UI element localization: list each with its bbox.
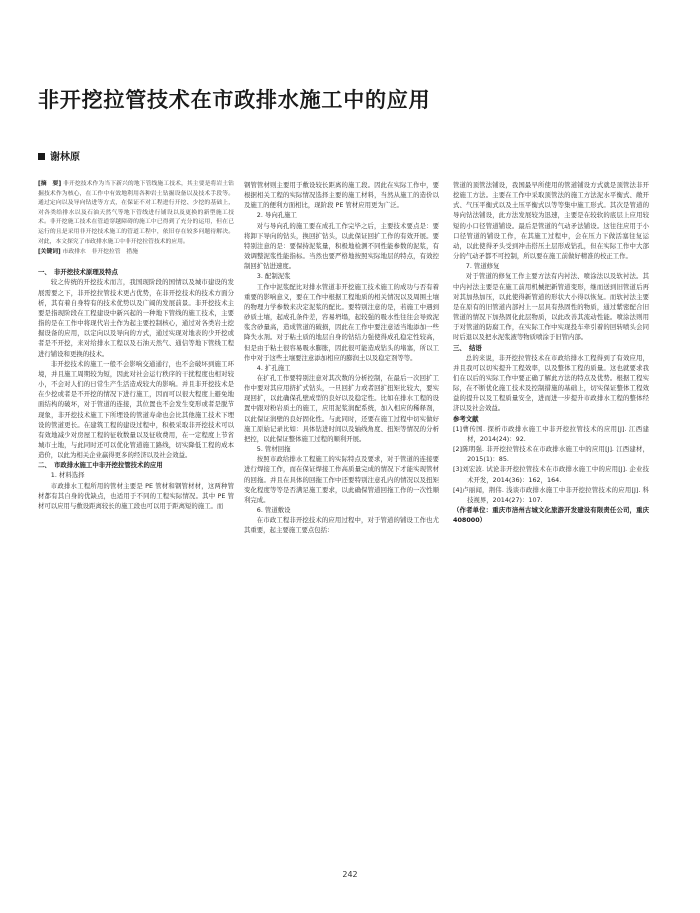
subsection-heading: 7. 管道修复 [465,262,500,271]
reference-item: [4]卢丽闻，荆伟. 浅谈市政排水施工中非开挖拉管技术的应用[J]. 科技视界，2014(27)：107. [453,485,649,504]
subsection-heading: 6. 管道敷设 [256,506,291,514]
paragraph: 较之传统的开挖技术而言，我国现阶段的国情以及城市建设的发展需要之下，非开挖拉管技术更占优势，在非开挖技术的技术方面分析，其有着自身特有的技术优势以及广阔的发展前景。非开挖技术主要是指现阶段在工程建设中新兴起的一种地下管线的施工技术，主要指的是在工作中将现代岩土作为起主要控制核心，通过对各类岩土挖掘设备的应用，以定向以及导向的方式，通过实现对地表的少开挖或者是不开挖，来对给排水工程以及石油天然气、通信等地下管线工程进行铺设和更换的技术。 [38,278,234,358]
subsection-heading: 2. 导向孔施工 [256,211,297,220]
paragraph: 对于管道的修复工作主要方法有内衬法、喷涂法以及软衬法。其中内衬法主要是在施工前用机械把新管道变形，继而送到旧管道后再对其加热加压，以此使得新管道的形状大小得以恢复。而软衬法主要是在原有的旧管道内部衬上一层具有热固性的物质，通过紫密配合旧管道的情况下加热固化此层物质，以此改善其流动性能。喷涂法则用于对管道的防腐工作，在实际工作中实现投车牵引着的回转喷头会同时后退以及把水泥浆液等物质喷涂于旧管内部。 [453,272,649,342]
keywords [38,247,234,257]
paragraph: 按照市政给排水工程施工的实际特点及要求，对于管道的连接要进行焊接工作，而在保证焊接工作高质量完成的情况下才能实现管材的回拖。并且在具体的回拖工作中还要特别注意孔内的情况以及扭矩变化程度等等是否满足施工要求，以此确保管道回拖工作的一次性顺利完成。 [244,455,439,504]
reference-item: [1]曹传国. 探析市政排水施工中非开挖拉管技术的应用[J]. 江西建材，2014(24)：92. [453,424,649,443]
square-bullet-icon [38,153,45,160]
section-heading-3: 三、 结语 [453,343,482,352]
keywords-label: [关键词] [38,249,61,256]
paragraph: 对与导向孔的施工要在成孔工作完毕之后，主要技术要点是：要将卸下导向的钻头，换回扩钻头，以此保证回扩工作的有效开展。要特别注意的是：要保持泥浆量，积极地检测不同性能参数的泥浆，有效调整泥浆性能指标。当然也要严格地按照实际地层的特点，有效控制回扩钻进速度。 [244,221,439,271]
column-3 [453,180,649,525]
paragraph: 总的来说，非开挖拉管技术在市政给排水工程得到了有效应用，并且我可以切实提升工程效率，以及整体工程的质量。这也就要求我们在以后的实际工作中要正确了解此方法的特点及优势。根据工程实际，在不断优化施工技术及控制措施的基础上，切实保证整体工程效益的提升以及工程质量安全，进而进一步提升市政排水工程的整体经济以及社会效益。 [453,353,649,413]
paragraph: 市政排水工程所用的管材主要是 PE 管材和钢管材材，这两种管材都有其自身的优缺点，也适用于不同的工程实际情况。其中 PE 管材可以应用与敷设距离较长的施工段也可以用于距离短的施工。而 [38,481,234,510]
subsection-heading: 5. 管材回拖 [256,445,291,454]
subsection-heading: 1. 材料选择 [50,471,85,480]
paragraph: 在扩孔工作要特别注意对其次数的分析控制，在最后一次回扩工作中要对其应用挤扩式钻头，一旦回扩力或者回扩扭矩比较大，要实现回扩，以此确保孔壁成型的良好以及稳定性。比如在排水工程的设置中跟对粉岩质土的施工，应用泥浆润配系统，加入相应的稀释剂，以此保证润壁的良好固化性。与此同时，还要在施工过程中切实做好施工原始记录比如：具体钻进时间以及轴线角度、扭矩等情况的分析把控，以此保证整体施工过程的顺利开展。 [244,373,439,443]
column-2 [244,180,439,535]
paragraph: 在市政工程非开挖技术的应用过程中，对于管道的铺设工作也尤其重要，起主要施工要点包括： [244,516,439,535]
author-affiliation: （作者单位：重庆市涪州古城文化旅游开发建设有限责任公司，重庆 408000） [453,506,649,525]
article-title: 非开挖拉管技术在市政排水施工中的应用 [38,88,431,112]
section-heading-1: 一、 非开挖技术原理及特点 [38,268,118,277]
reference-item: [2]陈明强. 非开挖拉管技术在市政排水施工中的应用[J]. 江西建材，2015(1)：85. [453,445,649,464]
paragraph: 钢管管材则主要用于敷设较长距离的施工段。因此在实际工作中，要根据相关工程的实际情况选择主要的施工材料，当然从施工的造价以及施工的便利方面相比，现阶段 PE 管材应用更为广泛。 [244,181,439,210]
abstract-label: [摘 要] [38,181,62,187]
author-name: 谢林原 [50,152,80,163]
paragraph: 非开挖技术的施工一般不会影响交通通行，也不会破坏到施工环境，并且施工周期较为短，因此对社会运行秩序的干扰程度也相对较小，不会对人们的日常生产生活造成较大的影响。并且非开挖技术是在少挖或者是不开挖的情况下进行施工，因而可以很大程度上避免地面结构的破坏，对于管道的连接，其位置也不会发生变形或者是脱节现象，非开挖技术施工下所埋设的管道寿命也会比其他施工技术下埋设的管道更长。在建筑工程的建设过程中，积极采取非开挖技术可以有效地减少对房屋工程的征收数量以及征收费用，在一定程度上节省城市土地，与此同时还可以优化管道施工路线，切实降低工程的成本造价，以此为相关企业赢得更多的经济以及社会效益。 [38,359,234,460]
abstract-text: 非开挖技术作为当下新兴的地下管线施工技术，其主要是将岩土钻掘技术作为核心，在工作中有效地利用各种岩土钻掘设备以及技术手段等。通过定向以及导向钻进等方式，在保证不对工程进行开挖、少挖的基础上，对各类给排水以及石油天然气等地下管线进行铺设以及更换的新型施工技术。非开挖施工技术在管道穿越障碍的施工中已得到了充分的运用，但在已运行的且是采用非开挖技术施工的管道工程中，依旧存在较多问题待解决。对此，本文探究了市政排水施工中非开挖拉管技术的应用。 [38,181,234,245]
subsection-heading: 3. 配制泥浆 [256,272,291,281]
author-line [38,148,80,163]
references-heading: 参考文献 [453,414,479,423]
section-heading-2: 二、 市政排水施工中非开挖拉管技术的应用 [38,461,163,470]
column-1 [38,180,234,511]
abstract [38,180,234,247]
reference-item: [3]刘宏波. 试论非开挖拉管技术在市政排水施工中的应用[J]. 企业技术开发，2014(36)：162，164. [453,465,649,484]
paragraph: 管道的顶管法铺设，我国最早所使用的管道铺设方式就是顶管法非开挖施工方法。主要在工作中采取顶管法的施工方法泥水平衡式、敞开式、气压平衡式以及土压平衡式以等等集中施工形式。其次是管道的导向钻法铺设，此方法发展较为迅速，主要是在较软的底层上应用较短的小口径管道铺设。最后是管道的气动矛法铺设。这往往应用于小口径管道的铺设工作，在其施工过程中，会在压力下做活塞往复运动，以此使得矛头受到冲击搭压土层形成钻孔，但在实际工作中大部分的气动矛都不可控制，所以要在施工前做好精准的校正工作。 [453,181,649,261]
page-number: 242 [342,870,358,879]
paragraph: 工作中泥浆配比对排水管道非开挖施工技术施工的成功与否有着重要的影响意义，要在工作中根据工程地质的相关情况以及周围土壤的物理力学参数来决定泥浆的配比。要特别注意的是，若施工中遇到砂质土壤，起成孔条件差，容易坍塌，起较强的吸水性往往会导致泥浆含砂量高，造成管道的破损，因此在工作中要注意适当地添加一些降失水剂。对于粘土质的地层自身的钻结力强使得成孔稳定性较高，但是由于粘土很容易吸水膨胀，因此很可能造成钻头的堵塞，所以工作中对于这些土壤要注意添加相应的膨润土以及稳定剂等等。 [244,282,439,362]
subsection-heading: 4. 扩孔施工 [256,363,291,372]
keywords-text: 市政排水 非开挖拉管 措施 [62,249,138,256]
